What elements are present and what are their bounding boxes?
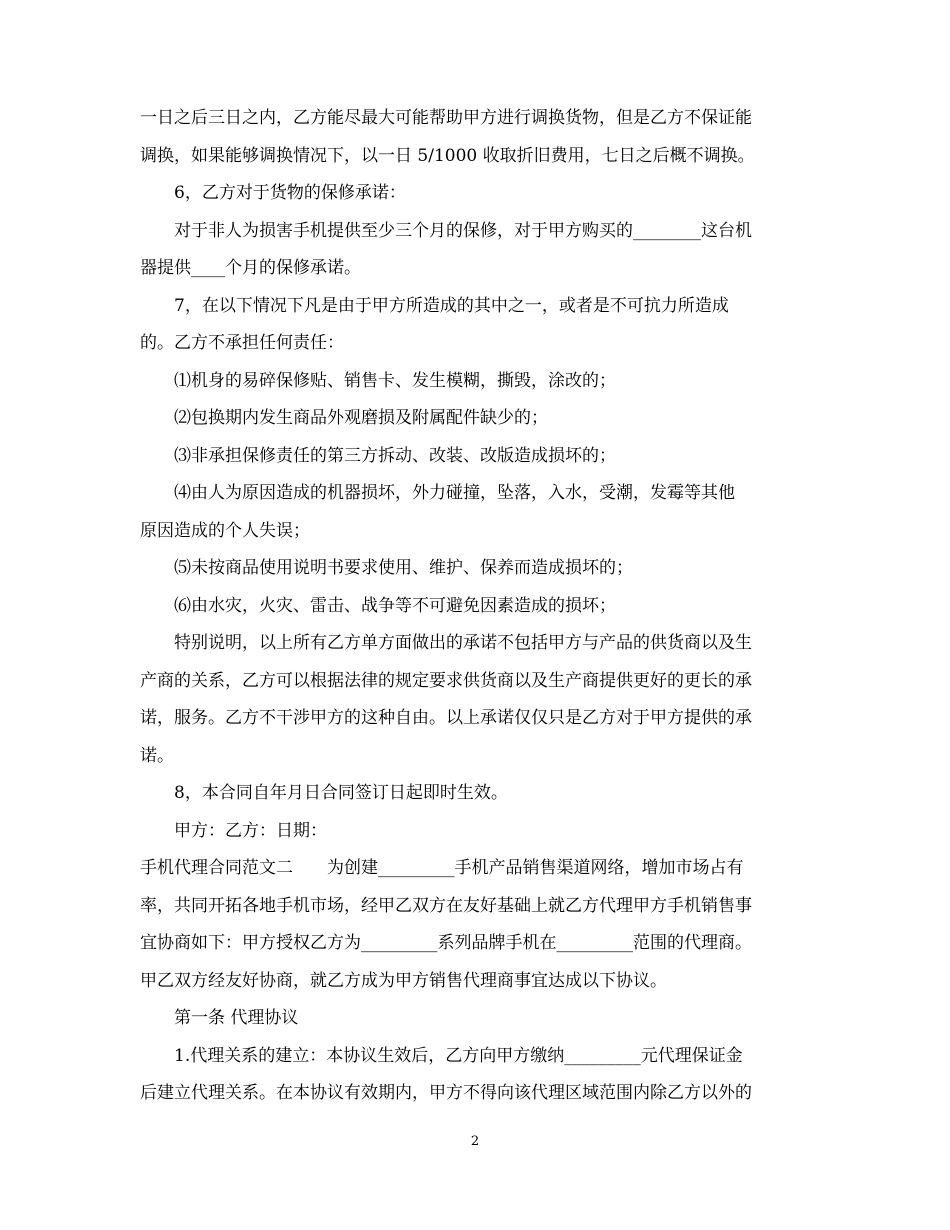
text-line: 率，共同开拓各地手机市场，经甲乙双方在友好基础上就乙方代理甲方手机销售事	[140, 895, 752, 916]
text-line: 调换，如果能够调换情况下，以一日 5/1000 收取折旧费用，七日之后概不调换。	[140, 145, 755, 166]
body-text	[140, 100, 830, 1113]
text-line: 诺，服务。乙方不干涉甲方的这种自由。以上承诺仅仅只是乙方对于甲方提供的承	[140, 708, 752, 728]
text-line: ⑸未按商品使用说明书要求使用、维护、保养而造成损坏的；	[174, 558, 633, 578]
text-line: 甲方：乙方：日期：	[174, 820, 327, 841]
text-line: 第一条 代理协议	[174, 1008, 299, 1028]
text-line: 原因造成的个人失误；	[140, 520, 310, 541]
text-line: 1.代理关系的建立：本协议生效后，乙方向甲方缴纳_________元代理保证金	[174, 1045, 743, 1066]
text-line: 诺。	[140, 745, 174, 766]
text-line: 宜协商如下：甲方授权乙方为_________系列品牌手机在_________范围的代理商。	[140, 933, 752, 953]
text-line: ⑵包换期内发生商品外观磨损及附属配件缺少的；	[174, 408, 548, 428]
text-line: 一日之后三日之内，乙方能尽最大可能帮助甲方进行调换货物，但是乙方不保证能	[140, 108, 752, 128]
text-line: 甲乙双方经友好协商，就乙方成为甲方销售代理商事宜达成以下协议。	[140, 970, 667, 991]
text-line: ⑷由人为原因造成的机器损坏，外力碰撞，坠落，入水，受潮，发霉等其他	[174, 483, 735, 503]
text-line: 8，本合同自年月日合同签订日起即时生效。	[174, 783, 508, 803]
text-line: 特别说明，以上所有乙方单方面做出的承诺不包括甲方与产品的供货商以及生	[174, 633, 752, 653]
text-line: 器提供____个月的保修承诺。	[140, 258, 361, 278]
text-line: 手机代理合同范文二 为创建_________手机产品销售渠道网络，增加市场占有	[140, 858, 744, 878]
text-line: 产商的关系，乙方可以根据法律的规定要求供货商以及生产商提供更好的更长的承	[140, 670, 752, 691]
text-line: 的。乙方不承担任何责任：	[140, 333, 344, 353]
text-line: 7，在以下情况下凡是由于甲方所造成的其中之一，或者是不可抗力所造成	[174, 295, 729, 316]
text-line: 对于非人为损害手机提供至少三个月的保修，对于甲方购买的________这台机	[174, 220, 752, 241]
text-line: 6，乙方对于货物的保修承诺：	[174, 183, 406, 203]
page-number: 2	[470, 1134, 480, 1149]
text-line: 后建立代理关系。在本协议有效期内，甲方不得向该代理区域范围内除乙方以外的	[140, 1083, 752, 1103]
text-line: ⑹由水灾，火灾、雷击、战争等不可避免因素造成的损坏；	[174, 595, 616, 616]
text-line: ⑴机身的易碎保修贴、销售卡、发生模糊，撕毁，涂改的；	[174, 370, 616, 391]
text-line: ⑶非承担保修责任的第三方拆动、改装、改版造成损坏的；	[174, 445, 616, 466]
